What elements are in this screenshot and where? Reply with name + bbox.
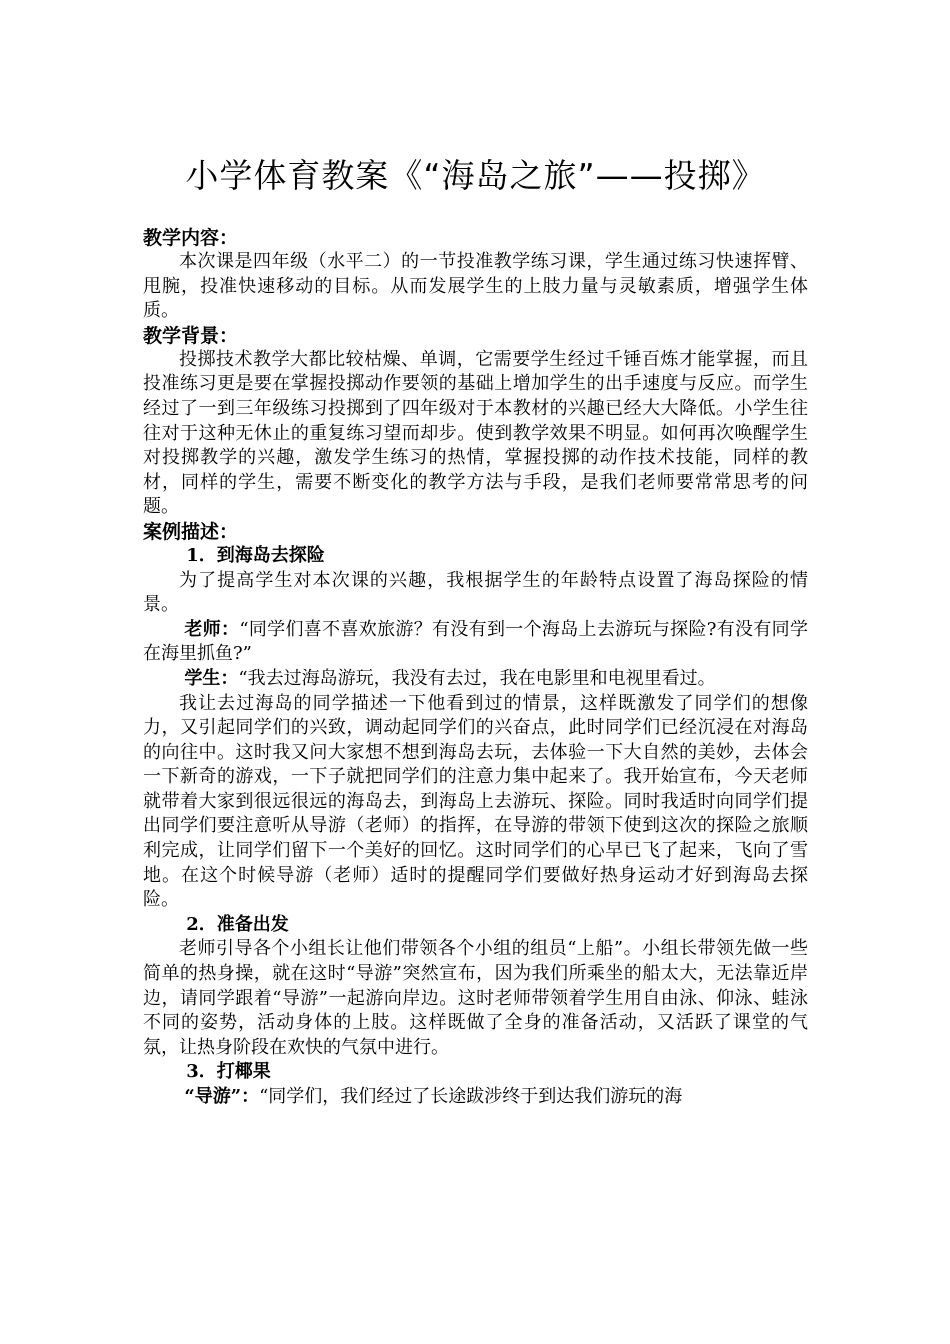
guide-dialogue: [143, 1085, 808, 1110]
student-label: 学生：: [184, 667, 239, 689]
case1-paragraph-intro: 为了提高学生对本次课的兴趣，我根据学生的年龄特点设置了海岛探险的情景。: [143, 569, 808, 616]
student-text: “我去过海岛游玩，我没有去过，我在电影里和电视里看过。: [238, 667, 716, 689]
section-heading-content: 教学内容：: [143, 227, 239, 249]
teacher-dialogue: [143, 618, 808, 667]
teacher-text: “同学们喜不喜欢旅游？有没有到一个海岛上去游玩与探险?有没有同学在海里抓鱼?”: [143, 618, 808, 665]
student-dialogue: [143, 667, 808, 692]
section-heading-case: 案例描述：: [143, 520, 239, 543]
guide-label: “导游”：: [184, 1086, 260, 1107]
case1-heading: 1．到海岛去探险: [186, 544, 325, 566]
background-paragraph: 投掷技术教学大都比较枯燥、单调，它需要学生经过千锤百炼才能掌握，而且投准练习更是要在掌握投掷动作要领的基础上增加学生的出手速度与反应。而学生经过了一到三年级练习投掷到了四年级对于本教材的兴趣已经大大降低。小学生往往对于这种无休止的重复练习望而却步。使到教学效果不明显。如何再次唤醒学生对投掷教学的兴趣，激发学生练习的热情，掌握投掷的动作技术技能，同样的教材，同样的学生，需要不断变化的教学方法与手段，是我们老师要常常思考的问题。: [143, 348, 808, 518]
case2-paragraph: 老师引导各个小组长让他们带领各个小组的组员“上船”。小组长带领先做一些简单的热身操，就在这时“导游”突然宣布，因为我们所乘坐的船太大，无法靠近岸边，请同学跟着“导游”一起游向岸边。这时老师带领着学生用自由泳、仰泳、蛙泳不同的姿势，活动身体的上肢。这样既做了全身的准备活动，又活跃了课堂的气氛，让热身阶段在欢快的气氛中进行。: [143, 938, 808, 1058]
case1-paragraph-main: 我让去过海岛的同学描述一下他看到过的情景，这样既激发了同学们的想像力，又引起同学们的兴致，调动起同学们的兴奋点，此时同学们已经沉浸在对海岛的向往中。这时我又问大家想不想到海岛去玩，去体验一下大自然的美妙，去体会一下新奇的游戏，一下子就把同学们的注意力集中起来了。我开始宣布，今天老师就带着大家到很远很远的海岛去，到海岛上去游玩、探险。同时我适时向同学们提出同学们要注意听从导游（老师）的指挥，在导游的带领下使到这次的探险之旅顺利完成，让同学们留下一个美好的回忆。这时同学们的心早已飞了起来，飞向了雪地。在这个时候导游（老师）适时的提醒同学们要做好热身运动才好到海岛去探险。: [143, 692, 808, 911]
teacher-label: 老师：: [184, 618, 240, 640]
document-title: 小学体育教案《“海岛之旅”——投掷》: [185, 156, 766, 195]
guide-text: “同学们，我们经过了长途跋涉终于到达我们游玩的海: [259, 1086, 683, 1107]
document-page: [143, 150, 808, 1110]
content-paragraph: 本次课是四年级（水平二）的一节投准教学练习课，学生通过练习快速挥臂、甩腕，投准快速移动的目标。从而发展学生的上肢力量与灵敏素质，增强学生体质。: [143, 251, 808, 322]
case2-heading: 2．准备出发: [186, 913, 289, 935]
section-heading-background: 教学背景：: [143, 324, 239, 347]
case3-heading: 3．打椰果: [186, 1061, 271, 1083]
